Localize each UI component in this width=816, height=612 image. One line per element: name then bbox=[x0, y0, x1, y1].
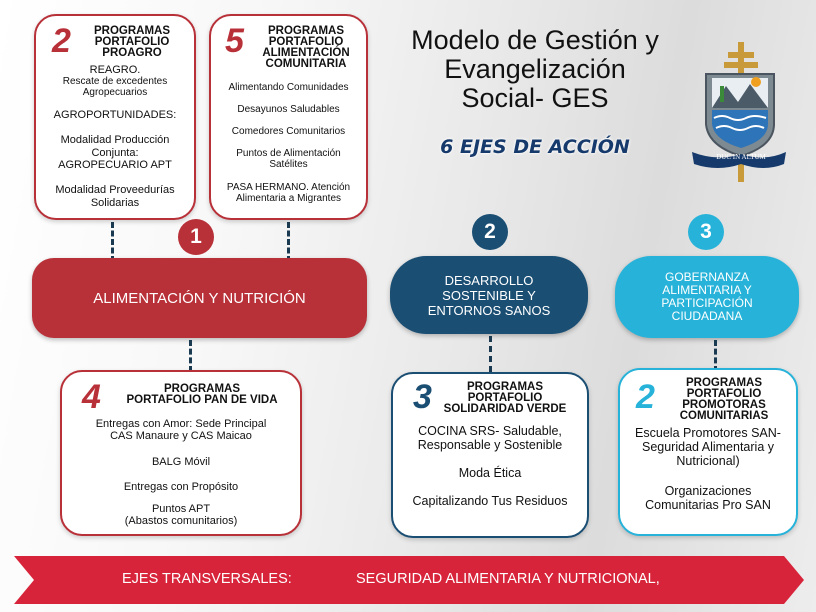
title-line: PROGRAMAS bbox=[466, 381, 544, 393]
title-line: PORTAFOLIO bbox=[686, 388, 762, 400]
axis-label: DESARROLLO SOSTENIBLE Y ENTORNOS SANOS bbox=[427, 272, 551, 318]
program-item: COCINA SRS- Saludable, bbox=[418, 424, 562, 438]
card-proagro bbox=[34, 14, 196, 220]
main-title bbox=[380, 26, 690, 113]
program-item: Comedores Comunitarios bbox=[231, 126, 346, 137]
program-item: Rescate de excedentes Agropecuarios bbox=[62, 76, 168, 98]
program-count: 2 bbox=[636, 378, 655, 416]
diocese-logo bbox=[688, 40, 788, 190]
program-count: 3 bbox=[413, 378, 432, 416]
program-item: Comunitarias Pro SAN bbox=[645, 498, 771, 512]
program-title bbox=[435, 382, 575, 415]
program-title bbox=[82, 26, 182, 59]
program-title bbox=[664, 378, 784, 422]
program-item: Alimentando Comunidades bbox=[228, 82, 349, 93]
program-count: 4 bbox=[82, 378, 101, 416]
program-item: Modalidad Proveedurías Solidarias bbox=[55, 184, 175, 209]
footer-ribbon bbox=[14, 556, 804, 604]
title-line: PROGRAMAS bbox=[93, 25, 171, 37]
card-promotoras bbox=[618, 368, 798, 536]
title-line: PROGRAMAS bbox=[163, 383, 241, 395]
axis-label: ALIMENTACIÓN Y NUTRICIÓN bbox=[93, 289, 306, 307]
program-item: Responsable y Sostenible bbox=[417, 438, 563, 452]
card-alimentacion-comunitaria bbox=[209, 14, 368, 220]
program-item: BALG Móvil bbox=[151, 456, 211, 468]
program-title bbox=[112, 384, 292, 406]
program-item: PASA HERMANO. Atención bbox=[226, 182, 351, 193]
title-line: PROGRAMAS bbox=[685, 377, 763, 389]
title-line-3: Social- GES bbox=[461, 83, 609, 113]
program-item: (Abastos comunitarios) bbox=[124, 515, 238, 527]
axis-label: GOBERNANZA ALIMENTARIA Y PARTICIPACIÓN CIUDADANA bbox=[661, 270, 753, 323]
axis-number-1: 1 bbox=[178, 219, 214, 255]
program-item: Capitalizando Tus Residuos bbox=[412, 494, 568, 508]
title-line: PORTAFOLIO bbox=[268, 36, 344, 48]
connector-line bbox=[111, 222, 114, 262]
footer-value: SEGURIDAD ALIMENTARIA Y NUTRICIONAL, bbox=[356, 571, 660, 587]
title-line-2: Evangelización bbox=[444, 54, 626, 84]
title-line: SOLIDARIDAD VERDE bbox=[443, 403, 567, 415]
program-item: Puntos de Alimentación bbox=[236, 148, 341, 159]
footer-label: EJES TRANSVERSALES: bbox=[122, 571, 292, 587]
program-item: AGROPECUARIO APT bbox=[58, 159, 172, 171]
subtitle: 6 EJES DE ACCIÓN bbox=[440, 136, 630, 158]
title-line: PROAGRO bbox=[102, 47, 162, 59]
program-item: Entregas con Amor: Sede Principal bbox=[95, 418, 267, 430]
axis-number-2: 2 bbox=[472, 214, 508, 250]
axis-number-3: 3 bbox=[688, 214, 724, 250]
title-line: PROMOTORAS bbox=[682, 399, 766, 411]
program-item: CAS Manaure y CAS Maicao bbox=[110, 430, 252, 442]
program-count: 5 bbox=[225, 22, 244, 60]
axis-pill-alimentacion bbox=[32, 258, 367, 338]
title-line: COMUNITARIA bbox=[265, 58, 347, 70]
title-line: PORTAFOLIO PAN DE VIDA bbox=[126, 394, 278, 406]
title-line: PORTAFOLIO bbox=[94, 36, 170, 48]
program-item: Alimentaria a Migrantes bbox=[235, 193, 342, 204]
title-line: COMUNITARIAS bbox=[679, 410, 769, 422]
axis-pill-gobernanza bbox=[615, 256, 799, 338]
title-line: ALIMENTACIÓN bbox=[262, 47, 350, 59]
program-item: REAGRO. bbox=[89, 64, 141, 76]
connector-line bbox=[287, 222, 290, 262]
axis-pill-desarrollo bbox=[390, 256, 588, 334]
program-title bbox=[253, 26, 359, 70]
logo-motto: DUC IN ALTUM bbox=[716, 153, 766, 161]
program-item: Organizaciones bbox=[664, 484, 752, 498]
program-item: Satélites bbox=[269, 159, 308, 170]
card-pan-de-vida bbox=[60, 370, 302, 536]
program-item: AGROPORTUNIDADES: bbox=[53, 109, 177, 121]
program-count: 2 bbox=[52, 22, 71, 60]
program-item: Nutricional) bbox=[676, 454, 740, 468]
connector-line bbox=[489, 336, 492, 372]
program-item: Seguridad Alimentaria y bbox=[641, 440, 775, 454]
program-item: Moda Ética bbox=[458, 466, 522, 480]
program-item: Desayunos Saludables bbox=[237, 104, 340, 115]
program-item: Puntos APT bbox=[151, 503, 211, 515]
card-solidaridad-verde bbox=[391, 372, 589, 538]
program-item: Entregas con Propósito bbox=[123, 481, 239, 493]
program-item: Escuela Promotores SAN- bbox=[635, 426, 781, 440]
title-line-1: Modelo de Gestión y bbox=[411, 25, 659, 55]
title-line: PROGRAMAS bbox=[267, 25, 345, 37]
title-line: PORTAFOLIO bbox=[467, 392, 543, 404]
program-item: Modalidad Producción Conjunta: bbox=[60, 134, 170, 159]
connector-line bbox=[189, 340, 192, 372]
